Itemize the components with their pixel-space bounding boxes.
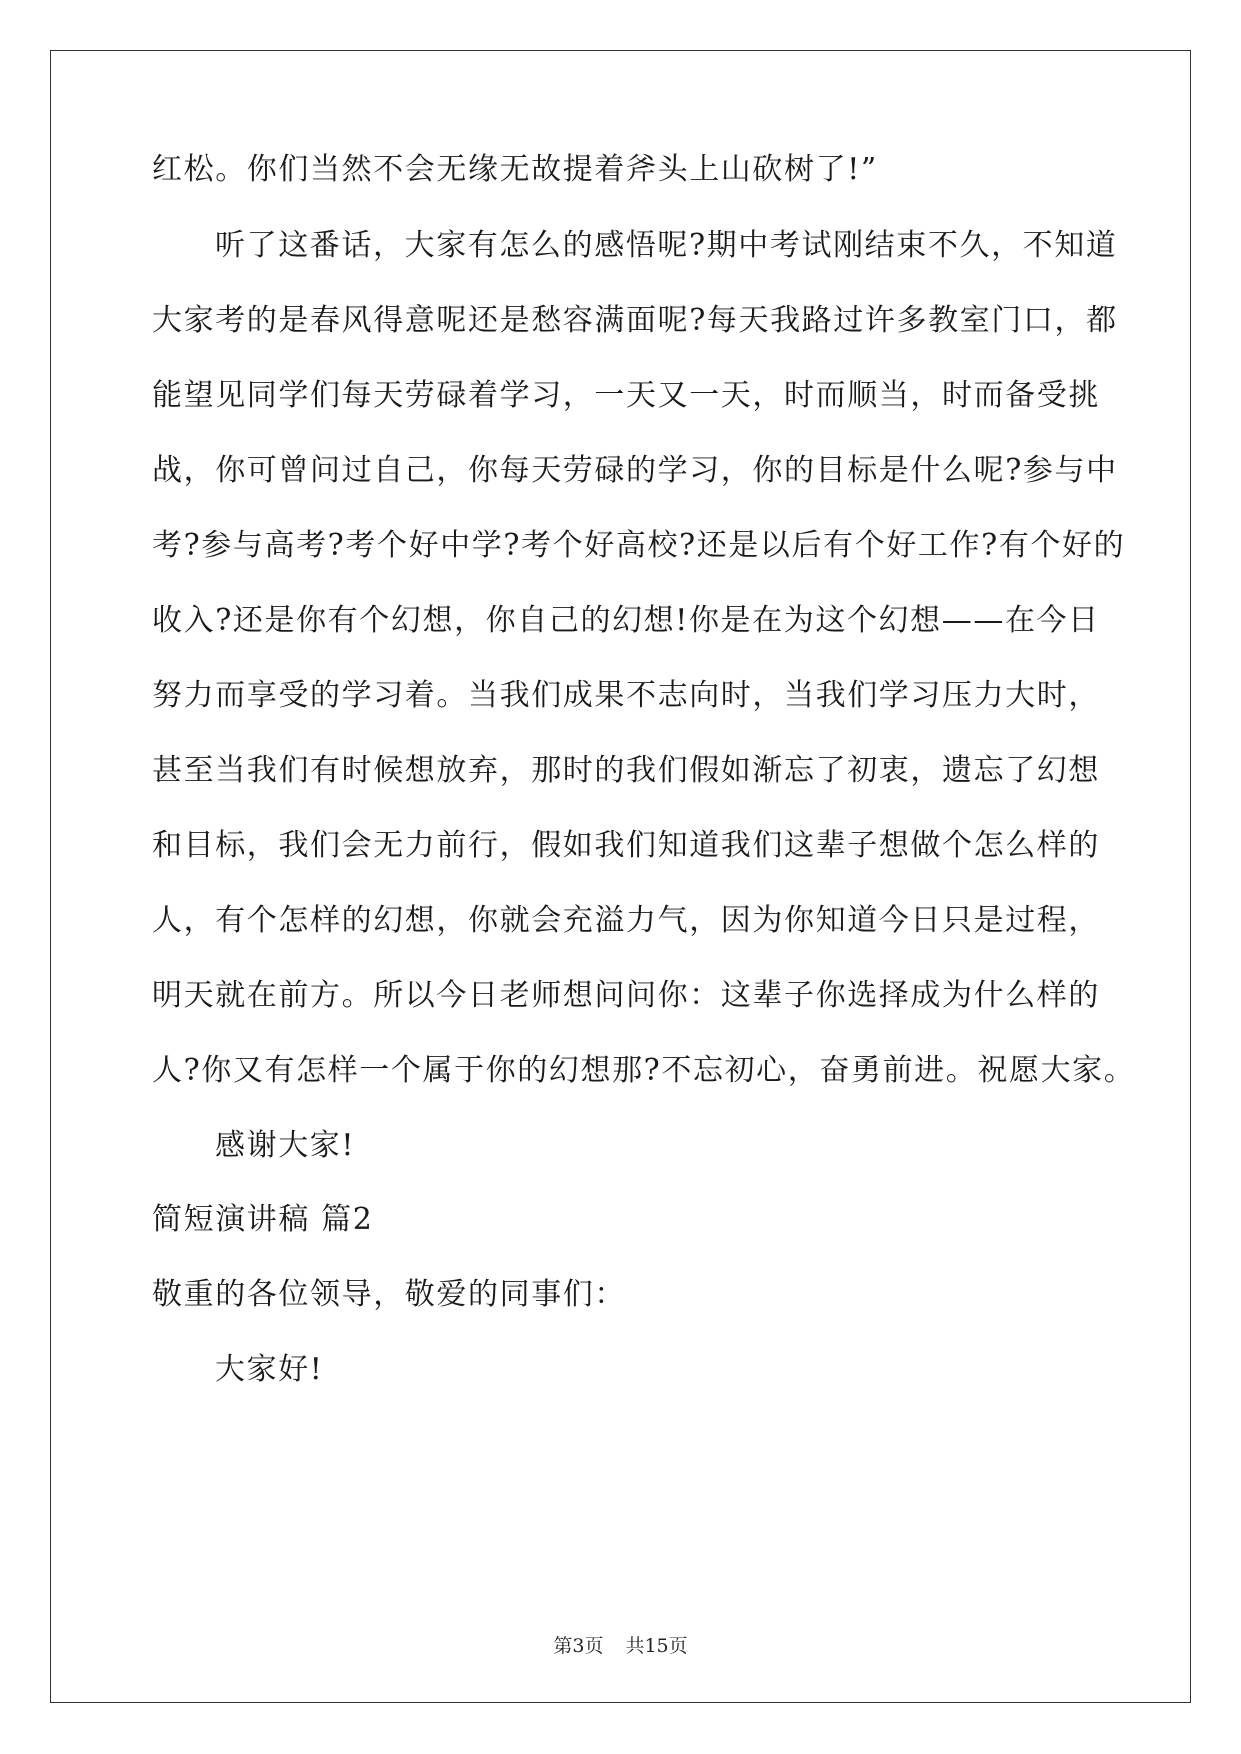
text-line: 听了这番话，大家有怎么的感悟呢?期中考试刚结束不久，不知道: [215, 228, 1118, 263]
text-line: 大家考的是春风得意呢还是愁容满面呢?每天我路过许多教室门口，都: [152, 303, 1118, 338]
text-line: 人，有个怎样的幻想，你就会充溢力气，因为你知道今日只是过程，: [152, 903, 1100, 938]
text-line: 努力而享受的学习着。当我们成果不志向时，当我们学习压力大时，: [152, 678, 1100, 713]
text-line: 战，你可曾问过自己，你每天劳碌的学习，你的目标是什么呢?参与中: [152, 453, 1118, 488]
page-number: 第3页: [553, 1635, 604, 1657]
closing-line: 感谢大家!: [215, 1128, 356, 1163]
section-heading: 简短演讲稿 篇2: [152, 1202, 374, 1237]
text-line: 红松。你们当然不会无缘无故提着斧头上山砍树了!”: [152, 152, 878, 187]
text-line: 考?参与高考?考个好中学?考个好高校?还是以后有个好工作?有个好的: [152, 528, 1126, 563]
page-total: 共15页: [625, 1635, 688, 1657]
page-border: [50, 50, 1191, 1703]
text-line: 甚至当我们有时候想放弃，那时的我们假如渐忘了初衷，遗忘了幻想: [152, 753, 1100, 788]
greeting: 大家好!: [215, 1352, 324, 1387]
text-line: 能望见同学们每天劳碌着学习，一天又一天，时而顺当，时而备受挑: [152, 378, 1100, 413]
text-line: 收入?还是你有个幻想，你自己的幻想!你是在为这个幻想——在今日: [152, 603, 1100, 638]
page-footer: [0, 1634, 1241, 1658]
text-line: 和目标，我们会无力前行，假如我们知道我们这辈子想做个怎么样的: [152, 828, 1100, 863]
text-line: 人?你又有怎样一个属于你的幻想那?不忘初心，奋勇前进。祝愿大家。: [152, 1053, 1136, 1088]
salutation: 敬重的各位领导，敬爱的同事们：: [152, 1277, 626, 1312]
text-line: 明天就在前方。所以今日老师想问问你：这辈子你选择成为什么样的: [152, 978, 1100, 1013]
